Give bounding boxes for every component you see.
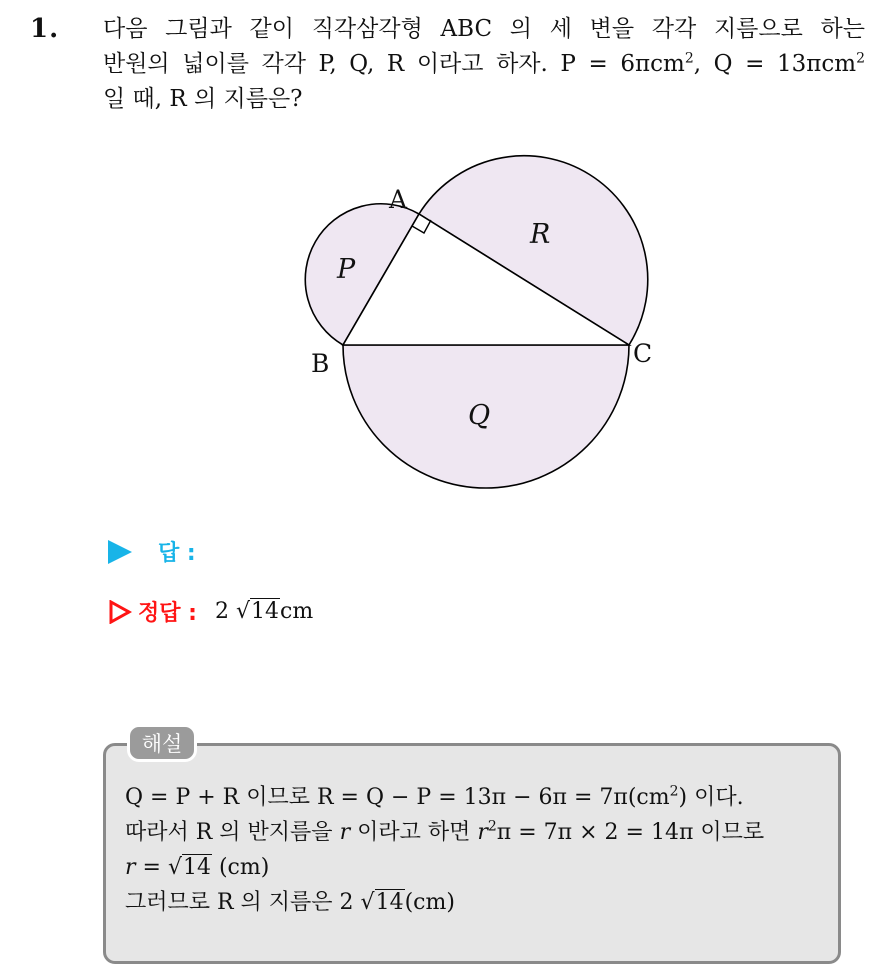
vertex-c-label: C xyxy=(633,339,653,368)
play-triangle-icon xyxy=(108,540,132,564)
explanation-line-4 xyxy=(125,885,835,920)
correct-answer-value xyxy=(215,599,313,624)
explanation-var-r3: r xyxy=(125,855,136,880)
explanation-line-3 xyxy=(125,850,835,885)
explanation-line-1-a: Q = P + R 이므로 R = Q − P = 13π − 6π = 7π(cm xyxy=(125,785,670,810)
explanation-text xyxy=(125,780,835,920)
vertex-b-label: B xyxy=(311,349,330,378)
region-p-label: P xyxy=(337,254,356,285)
question-line-1: 다음 그림과 같이 직각삼각형 ABC 의 세 변을 각각 지름으로 하는 xyxy=(103,16,865,42)
sqrt-symbol-3: √14 xyxy=(360,890,404,915)
answer-label: 답 : xyxy=(158,541,196,566)
explanation-var-r: r xyxy=(339,820,351,845)
explanation-line-2-c: π = 7π × 2 = 14π 이므로 xyxy=(496,820,765,845)
exponent-q: 2 xyxy=(856,50,865,67)
explanation-line-2-a: 따라서 R 의 반지름을 xyxy=(125,820,340,845)
explanation-radicand-1: 14 xyxy=(182,855,211,880)
exponent-p: 2 xyxy=(684,50,694,67)
explanation-radicand-2: 14 xyxy=(375,890,404,915)
correct-answer-row xyxy=(108,596,313,627)
explanation-var-r2: r xyxy=(477,820,488,845)
explanation-exponent-2: 2 xyxy=(487,818,497,835)
correct-answer-coef: 2 xyxy=(214,599,236,624)
outline-triangle-icon xyxy=(108,600,132,624)
explanation-line-3-b: (cm) xyxy=(211,855,270,880)
explanation-line-3-a: = xyxy=(135,855,168,880)
explanation-line-4-b: (cm) xyxy=(404,890,455,915)
vertex-a-label: A xyxy=(389,185,408,214)
region-q-label: Q xyxy=(468,400,491,431)
explanation-line-2 xyxy=(125,815,835,850)
correct-answer-label: 정답 : xyxy=(138,601,197,626)
correct-answer-radicand: 14 xyxy=(251,599,279,624)
explanation-exponent-1: 2 xyxy=(669,783,679,800)
explanation-line-1-b: ) 이다. xyxy=(678,785,744,810)
explanation-tab: 해설 xyxy=(127,724,197,762)
sqrt-symbol: √14 xyxy=(235,599,279,624)
sqrt-symbol-2: √14 xyxy=(167,855,211,880)
answer-row xyxy=(108,536,196,567)
region-r-label: R xyxy=(530,219,551,250)
explanation-line-2-b: 이라고 하면 xyxy=(350,820,478,845)
question-line-2-text: 반원의 넓이를 각각 P, Q, R 이라고 하자. P = 6πcm xyxy=(103,51,685,77)
correct-answer-unit: cm xyxy=(280,599,314,624)
question-line-3: 일 때, R 의 지름은? xyxy=(103,86,303,112)
question-number: 1. xyxy=(30,14,60,44)
explanation-line-4-a: 그러므로 R 의 지름은 2 xyxy=(125,890,361,915)
explanation-line-1 xyxy=(125,780,835,815)
question-line-2-mid: , Q = 13πcm xyxy=(693,51,857,77)
